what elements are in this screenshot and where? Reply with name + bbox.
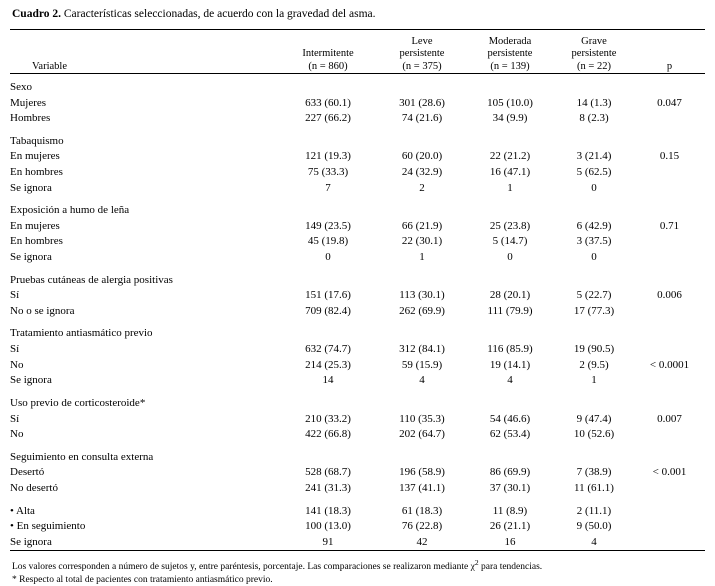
row-p-value: 0.71: [659, 219, 680, 232]
row-value: 19 (14.1): [489, 358, 531, 371]
row-value: 113 (30.1): [399, 289, 445, 302]
row-p-value: < 0.001: [652, 466, 687, 479]
row-label: No desertó: [10, 481, 58, 494]
row-value: 0: [325, 251, 331, 264]
row-p-value: [634, 234, 705, 250]
row-value: 16 (47.1): [489, 165, 531, 178]
header-variable: [10, 36, 278, 74]
row-label: Se ignora: [10, 374, 52, 387]
table-row: [10, 250, 705, 266]
caption-text: Características seleccionadas, de acuerdo con la gravedad del asma.: [63, 8, 376, 20]
group-title: Exposición a humo de leña: [10, 204, 130, 217]
row-value: 42: [416, 535, 428, 548]
header-moderada-persistente: Moderada persistente (n = 139): [487, 35, 533, 72]
row-value: 14: [322, 374, 334, 387]
row-label: Se ignora: [10, 251, 52, 264]
row-value: 196 (58.9): [399, 466, 445, 479]
table-row: [10, 481, 705, 497]
row-label: En mujeres: [10, 219, 60, 232]
table-row: [10, 304, 705, 320]
group-title: Tabaquismo: [10, 134, 64, 147]
row-value: 312 (84.1): [399, 343, 445, 356]
row-label: En mujeres: [10, 150, 60, 163]
table-group-row: [10, 134, 705, 150]
row-label: Se ignora: [10, 535, 52, 548]
row-label: Sí: [10, 289, 20, 302]
table-row: [10, 149, 705, 165]
row-label: Se ignora: [10, 181, 52, 194]
row-value: 11 (8.9): [492, 504, 528, 517]
row-value: 202 (64.7): [399, 428, 445, 441]
row-p-value: [634, 250, 705, 266]
row-p-value: [634, 519, 705, 535]
row-value: 62 (53.4): [489, 428, 531, 441]
row-label: Sí: [10, 343, 20, 356]
table-row: [10, 427, 705, 443]
row-value: 4: [419, 374, 425, 387]
row-label: No: [10, 428, 24, 441]
row-value: 25 (23.8): [489, 219, 531, 232]
data-table: [10, 29, 705, 553]
group-title: Seguimiento en consulta externa: [10, 450, 154, 463]
row-value: 9 (50.0): [576, 520, 612, 533]
row-value: 24 (32.9): [401, 165, 443, 178]
row-value: 709 (82.4): [305, 304, 351, 317]
row-label: Desertó: [10, 466, 45, 479]
table-group-row: [10, 203, 705, 219]
table-group-row: [10, 396, 705, 412]
row-p-value: [634, 504, 705, 520]
row-value: 60 (20.0): [401, 150, 443, 163]
row-p-value: [634, 181, 705, 197]
row-label: No: [10, 358, 24, 371]
row-value: 54 (46.6): [489, 412, 531, 425]
row-value: 227 (66.2): [305, 112, 351, 125]
row-value: 1: [591, 374, 597, 387]
group-title: Tratamiento antiasmático previo: [10, 327, 153, 340]
row-label: En hombres: [10, 165, 63, 178]
row-value: 9 (47.4): [576, 412, 612, 425]
table-row: [10, 165, 705, 181]
table-row: [10, 219, 705, 235]
row-value: 8 (2.3): [579, 112, 609, 125]
row-value: 19 (90.5): [573, 343, 615, 356]
header-grave-persistente: Grave persistente (n = 22): [571, 35, 617, 72]
row-value: 0: [591, 181, 597, 194]
header-p-value: p: [666, 60, 673, 72]
row-value: 86 (69.9): [489, 466, 531, 479]
row-value: 10 (52.6): [573, 428, 615, 441]
row-value: 151 (17.6): [305, 289, 351, 302]
row-value: 262 (69.9): [399, 304, 445, 317]
row-value: 301 (28.6): [399, 96, 445, 109]
group-spacer: [10, 319, 705, 326]
row-p-value: [634, 342, 705, 358]
row-value: 1: [419, 251, 425, 264]
row-value: 59 (15.9): [401, 358, 443, 371]
row-value: 34 (9.9): [492, 112, 528, 125]
table-group-row: [10, 80, 705, 96]
row-p-value: 0.047: [657, 96, 682, 109]
row-p-value: < 0.0001: [649, 358, 690, 371]
group-spacer: [10, 196, 705, 203]
row-value: 14 (1.3): [576, 96, 612, 109]
row-value: 45 (19.8): [307, 235, 349, 248]
row-value: 22 (30.1): [401, 235, 443, 248]
row-p-value: [634, 427, 705, 443]
table-row: [10, 288, 705, 304]
table-row: [10, 111, 705, 127]
row-value: 91: [322, 535, 334, 548]
row-value: 105 (10.0): [487, 96, 533, 109]
group-title: Pruebas cutáneas de alergia positivas: [10, 273, 173, 286]
row-value: 76 (22.8): [401, 520, 443, 533]
row-value: 100 (13.0): [305, 520, 351, 533]
row-label: • Alta: [10, 504, 35, 517]
row-p-value: 0.006: [657, 289, 682, 302]
group-spacer: [10, 127, 705, 134]
row-value: 1: [507, 181, 513, 194]
row-value: 4: [507, 374, 513, 387]
table-row: [10, 96, 705, 112]
row-value: 121 (19.3): [305, 150, 351, 163]
row-value: 26 (21.1): [489, 520, 531, 533]
table-row: [10, 234, 705, 250]
group-title: Sexo: [10, 80, 32, 93]
row-value: 2 (11.1): [576, 504, 612, 517]
table-row: [10, 412, 705, 428]
row-value: 37 (30.1): [489, 481, 531, 494]
group-spacer: [10, 389, 705, 396]
row-value: 75 (33.3): [307, 165, 349, 178]
row-value: 28 (20.1): [489, 289, 531, 302]
row-value: 5 (22.7): [576, 289, 612, 302]
row-value: 116 (85.9): [487, 343, 533, 356]
row-label: Mujeres: [10, 96, 47, 109]
chi-square-superscript: 2: [474, 558, 479, 568]
table-row: [10, 504, 705, 520]
row-value: 11 (61.1): [574, 481, 614, 494]
row-p-value: [634, 304, 705, 320]
table-row: [10, 181, 705, 197]
row-value: 210 (33.2): [305, 412, 351, 425]
row-value: 5 (62.5): [576, 165, 612, 178]
row-value: 22 (21.2): [489, 150, 531, 163]
row-label: • En seguimiento: [10, 520, 86, 533]
header-leve-persistente: Leve persistente (n = 375): [399, 35, 445, 72]
header-intermitente: Intermitente (n = 860): [302, 48, 354, 72]
table-row: [10, 519, 705, 535]
row-value: 4: [591, 535, 597, 548]
row-p-value: 0.15: [659, 150, 680, 163]
row-value: 110 (35.3): [399, 412, 445, 425]
row-value: 632 (74.7): [305, 343, 351, 356]
row-value: 61 (18.3): [401, 504, 443, 517]
row-label: Hombres: [10, 112, 51, 125]
table-group-row: [10, 326, 705, 342]
row-label: En hombres: [10, 235, 63, 248]
row-label: Sí: [10, 412, 20, 425]
row-value: 5 (14.7): [492, 235, 528, 248]
group-spacer: [10, 443, 705, 450]
row-value: 7 (38.9): [576, 466, 612, 479]
footnote-line-2: * Respecto al total de pacientes con tratamiento antiasmático previo.: [12, 574, 273, 585]
row-value: 422 (66.8): [305, 428, 351, 441]
row-value: 137 (41.1): [399, 481, 445, 494]
row-value: 6 (42.9): [576, 219, 612, 232]
row-value: 7: [325, 181, 331, 194]
table-body: [10, 80, 705, 551]
row-value: 74 (21.6): [401, 112, 443, 125]
row-value: 2: [419, 181, 425, 194]
row-label: No o se ignora: [10, 304, 75, 317]
row-value: 111 (79.9): [487, 304, 533, 317]
group-spacer: [10, 266, 705, 273]
table-row: [10, 358, 705, 374]
row-p-value: [634, 373, 705, 389]
table-header-row: [10, 36, 705, 74]
row-value: 241 (31.3): [305, 481, 351, 494]
row-value: 0: [507, 251, 513, 264]
table-row: [10, 373, 705, 389]
row-p-value: [634, 165, 705, 181]
row-p-value: 0.007: [657, 412, 682, 425]
caption-label: Cuadro 2.: [12, 8, 61, 20]
table-group-row: [10, 273, 705, 289]
table-caption: [12, 8, 705, 22]
table-row: [10, 342, 705, 358]
row-p-value: [634, 111, 705, 127]
row-p-value: [634, 535, 705, 551]
table-bottom-rule: [10, 551, 705, 553]
footnote-line-1: Los valores corresponden a número de sujetos y, entre paréntesis, porcentaje. Las comparaciones se realizaron mediante χ$^2$ para tendencias.: [12, 558, 543, 573]
row-value: 528 (68.7): [305, 466, 351, 479]
row-value: 149 (23.5): [305, 219, 351, 232]
row-value: 16: [504, 535, 516, 548]
row-value: 633 (60.1): [305, 96, 351, 109]
table-group-row: [10, 450, 705, 466]
row-p-value: [634, 481, 705, 497]
header-variable-label: Variable: [32, 60, 67, 72]
row-value: 0: [591, 251, 597, 264]
table-row: [10, 535, 705, 551]
row-value: 141 (18.3): [305, 504, 351, 517]
row-value: 17 (77.3): [573, 304, 615, 317]
row-value: 66 (21.9): [401, 219, 443, 232]
table-footnotes: [10, 558, 705, 586]
row-value: 2 (9.5): [579, 358, 609, 371]
row-value: 214 (25.3): [305, 358, 351, 371]
group-title: Uso previo de corticosteroide*: [10, 396, 146, 409]
sub-spacer: [10, 497, 705, 504]
row-value: 3 (21.4): [576, 150, 612, 163]
row-value: 3 (37.5): [576, 235, 612, 248]
table-row: [10, 465, 705, 481]
